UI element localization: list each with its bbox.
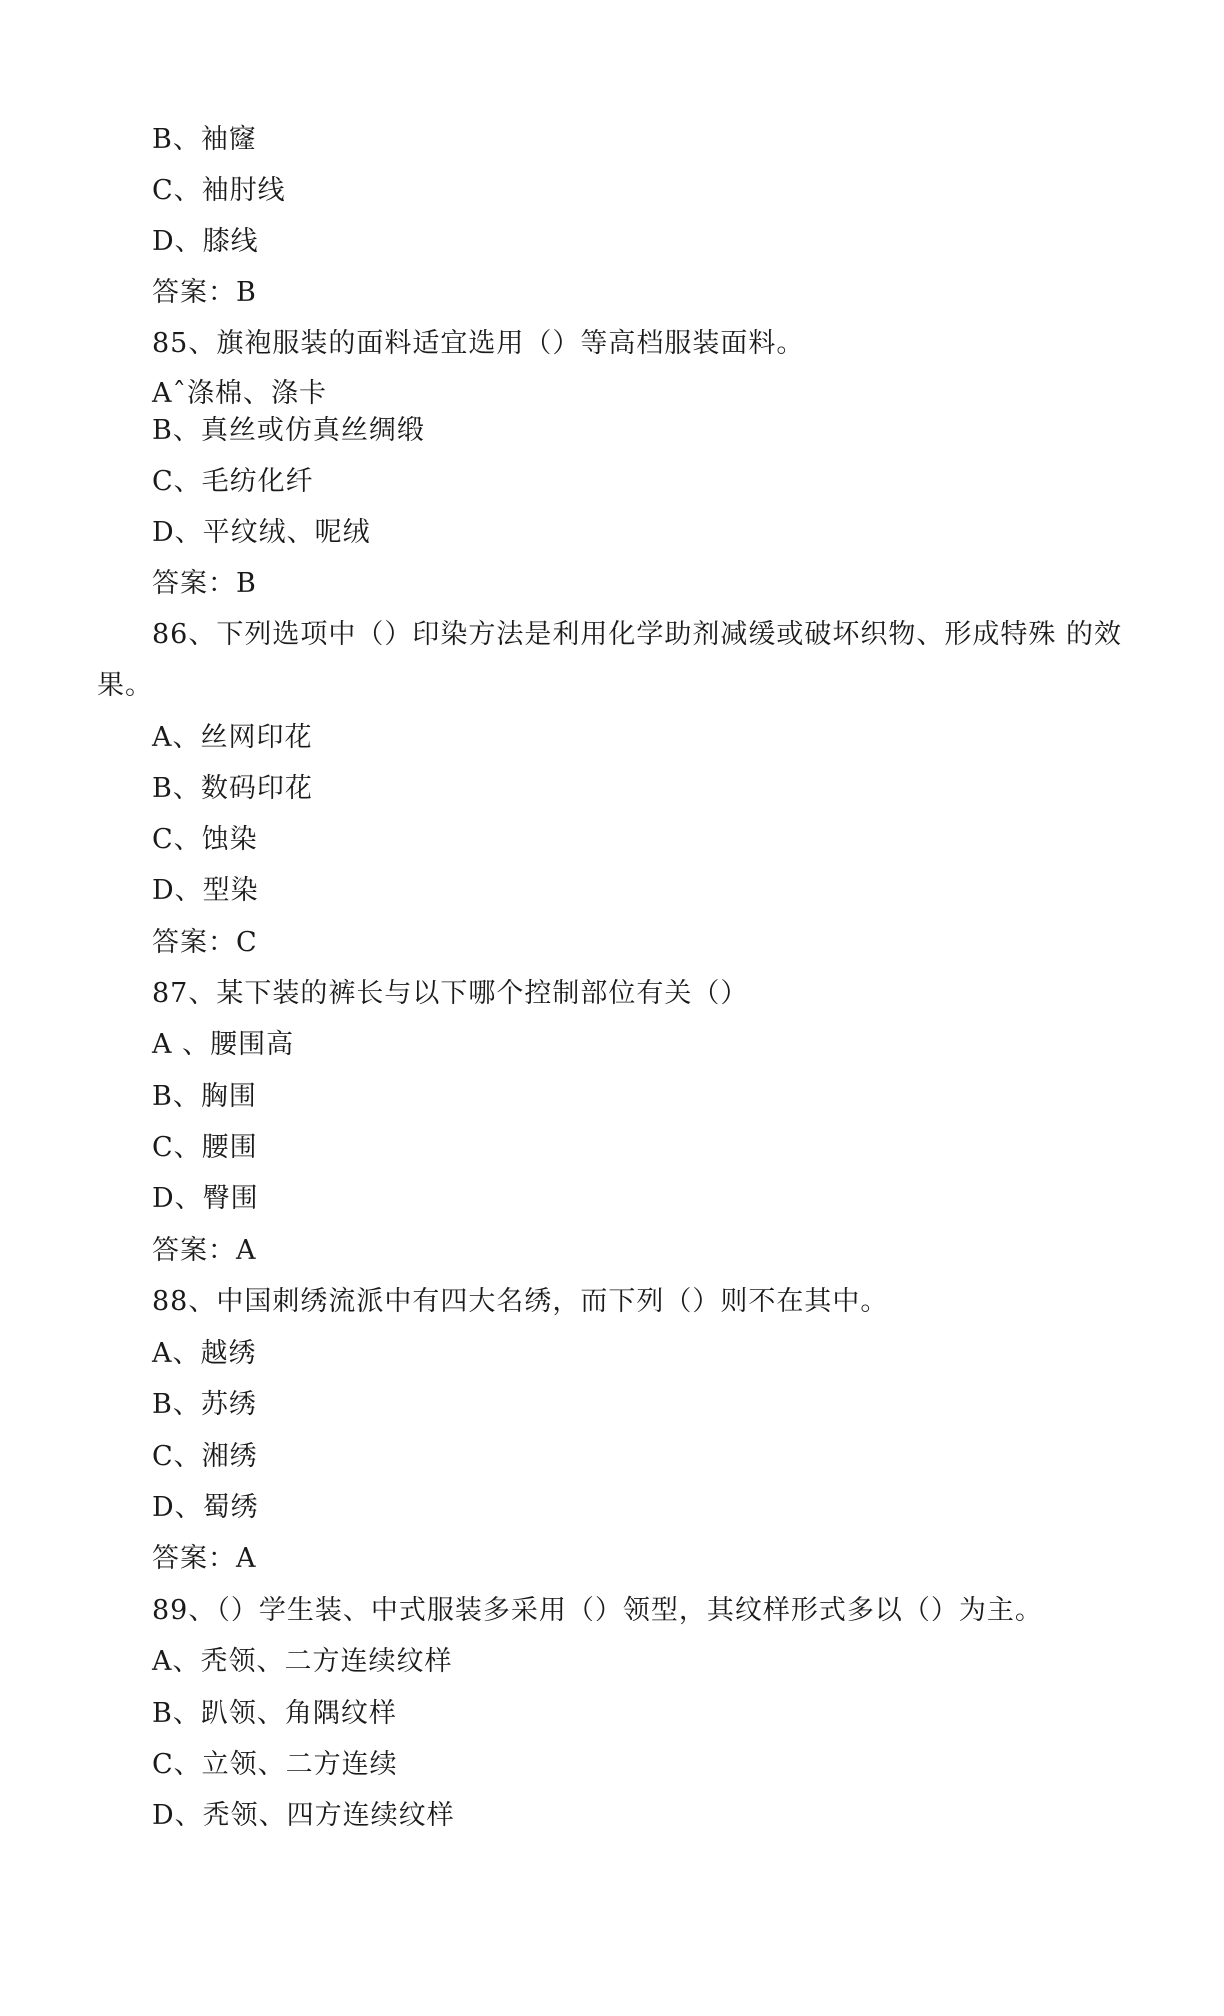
option-b: B、趴领、角隅纹样: [152, 1698, 397, 1729]
option-c: C、毛纺化纤: [152, 466, 314, 497]
option-d: D、平纹绒、呢绒: [152, 517, 371, 548]
option-a: A、越绣: [152, 1338, 257, 1369]
question-stem: 85、旗袍服装的面料适宜选用（）等高档服装面料。: [152, 328, 805, 359]
question-stem: 88、中国刺绣流派中有四大名绣，而下列（）则不在其中。: [152, 1286, 889, 1317]
option-c: C、腰围: [152, 1132, 258, 1163]
answer: 答案：A: [152, 1543, 257, 1574]
option-d: D、膝线: [152, 226, 259, 257]
option-b: B、袖窿: [152, 124, 257, 155]
option-a: A、丝网印花: [152, 722, 313, 753]
option-c: C、立领、二方连续: [152, 1749, 398, 1780]
answer: 答案：A: [152, 1235, 257, 1266]
option-c: C、袖肘线: [152, 175, 286, 206]
option-b: B、数码印花: [152, 773, 313, 804]
question-stem: 86、下列选项中（）印染方法是利用化学助剂减缓或破坏织物、形成特殊 的效: [152, 619, 1122, 650]
option-b: B、胸围: [152, 1081, 257, 1112]
option-d: D、秃领、四方连续纹样: [152, 1800, 455, 1831]
question-stem: 87、某下装的裤长与以下哪个控制部位有关（）: [152, 978, 749, 1009]
option-b: B、真丝或仿真丝绸缎: [152, 415, 425, 446]
option-b: B、苏绣: [152, 1389, 257, 1420]
option-d: D、型染: [152, 875, 259, 906]
option-c: C、蚀染: [152, 824, 258, 855]
question-stem-continuation: 果。: [97, 670, 153, 701]
option-a: A 、腰围高: [152, 1029, 295, 1060]
answer: 答案：B: [152, 277, 257, 308]
option-d: D、蜀绣: [152, 1492, 259, 1523]
option-d: D、臀围: [152, 1183, 259, 1214]
option-a: Aˆ涤棉、涤卡: [152, 378, 327, 409]
option-a: A、秃领、二方连续纹样: [152, 1646, 453, 1677]
question-stem: 89、（）学生装、中式服装多采用（）领型，其纹样形式多以（）为主。: [152, 1595, 1043, 1626]
answer: 答案：C: [152, 927, 258, 958]
option-c: C、湘绣: [152, 1441, 258, 1472]
answer: 答案：B: [152, 568, 257, 599]
